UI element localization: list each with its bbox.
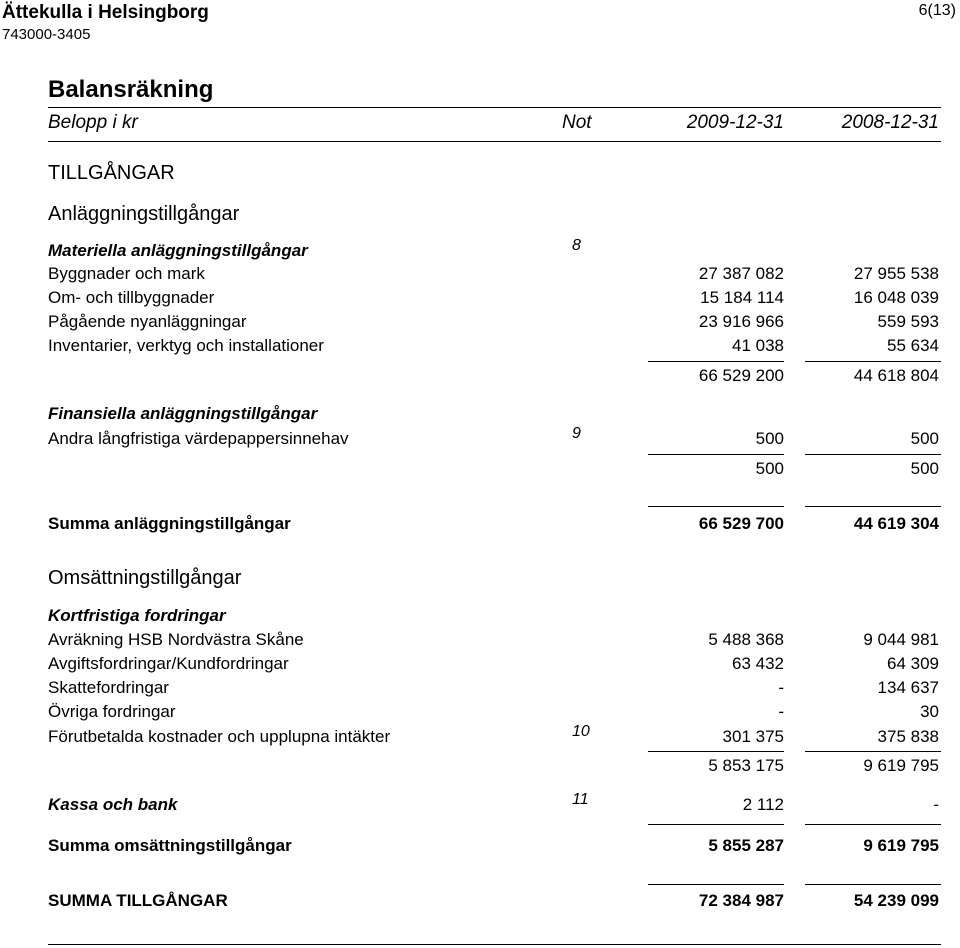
section-fixed-assets: Anläggningstillgångar	[48, 203, 240, 225]
table-row	[0, 264, 960, 288]
row-label: Pågående nyanläggningar	[48, 312, 247, 331]
sum-divider	[805, 824, 941, 825]
total-divider	[648, 884, 784, 885]
value-2008: 54 239 099	[853, 891, 939, 910]
value-2008: 559 593	[877, 312, 939, 331]
value-2009: 2 112	[742, 795, 784, 814]
cash-row	[0, 791, 960, 819]
section-assets: TILLGÅNGAR	[48, 162, 175, 184]
row-label: Andra långfristiga värdepappersinnehav	[48, 429, 349, 448]
value-2008: 9 044 981	[863, 630, 939, 649]
value-2009: 5 855 287	[708, 836, 784, 855]
note-ref: 8	[572, 237, 581, 254]
row-label: Avgiftsfordringar/Kundfordringar	[48, 654, 289, 673]
row-label: Summa omsättningstillgångar	[48, 836, 292, 855]
value-2008: 44 618 804	[853, 366, 939, 385]
value-2009: 15 184 114	[700, 288, 784, 307]
value-2008: 16 048 039	[853, 288, 939, 307]
table-row	[0, 312, 960, 336]
value-2009: 500	[755, 459, 784, 478]
row-label: Skattefordringar	[48, 678, 169, 697]
subtotal-row	[0, 756, 960, 780]
table-row	[0, 336, 960, 360]
value-2009: 5 853 175	[708, 756, 784, 775]
row-label: Övriga fordringar	[48, 702, 176, 721]
value-2009: 27 387 082	[698, 264, 784, 283]
row-label: Byggnader och mark	[48, 264, 205, 283]
value-2008: 500	[910, 429, 939, 448]
value-2009: 301 375	[722, 727, 784, 746]
table-row	[0, 654, 960, 678]
subtotal-divider	[648, 751, 784, 752]
value-2008: 500	[910, 459, 939, 478]
row-label: Avräkning HSB Nordvästra Skåne	[48, 630, 304, 649]
value-2009: 500	[755, 429, 784, 448]
note-ref: 11	[572, 791, 589, 808]
company-name: Ättekulla i Helsingborg	[2, 2, 209, 23]
org-number: 743000-3405	[2, 26, 91, 43]
section-current-assets: Omsättningstillgångar	[48, 567, 242, 589]
page-bottom-divider	[48, 944, 941, 945]
group-heading-label: Kortfristiga fordringar	[48, 606, 226, 625]
table-row	[0, 425, 960, 453]
value-2008: 30	[920, 702, 939, 721]
value-2009: -	[778, 702, 784, 721]
sum-current-assets-row	[0, 836, 960, 860]
group-heading-label: Materiella anläggningstillgångar	[48, 241, 308, 260]
sum-divider	[648, 824, 784, 825]
page-number: 6(13)	[918, 2, 956, 19]
value-2008: 9 619 795	[863, 836, 939, 855]
value-2008: 134 637	[877, 678, 939, 697]
subtotal-row	[0, 459, 960, 483]
row-label: Summa anläggningstillgångar	[48, 514, 291, 533]
amount-label: Belopp i kr	[48, 112, 138, 133]
value-2009: 5 488 368	[708, 630, 784, 649]
value-2009: 66 529 700	[698, 514, 784, 533]
row-label: Inventarier, verktyg och installationer	[48, 336, 324, 355]
subtotal-divider	[805, 454, 941, 455]
subtotal-divider	[648, 454, 784, 455]
group-heading-financial	[0, 404, 960, 428]
total-divider	[805, 884, 941, 885]
subtotal-divider	[805, 751, 941, 752]
row-label: SUMMA TILLGÅNGAR	[48, 891, 228, 910]
sum-divider	[648, 506, 784, 507]
value-2008: 55 634	[887, 336, 939, 355]
value-2009: 72 384 987	[698, 891, 784, 910]
title-divider	[48, 107, 941, 108]
year2-column-header: 2008-12-31	[841, 112, 939, 133]
table-row	[0, 723, 960, 751]
table-row	[0, 678, 960, 702]
note-ref: 10	[572, 723, 590, 740]
value-2008: 27 955 538	[853, 264, 939, 283]
value-2009: 23 916 966	[698, 312, 784, 331]
group-heading-label: Finansiella anläggningstillgångar	[48, 404, 318, 423]
row-label: Om- och tillbyggnader	[48, 288, 215, 307]
year1-column-header: 2009-12-31	[686, 112, 784, 133]
group-heading-receivables	[0, 606, 960, 630]
sum-divider	[805, 506, 941, 507]
value-2009: 41 038	[732, 336, 784, 355]
value-2009: 63 432	[732, 654, 784, 673]
value-2008: 375 838	[877, 727, 939, 746]
table-row	[0, 288, 960, 312]
value-2008: 9 619 795	[863, 756, 939, 775]
header-divider	[48, 141, 941, 142]
value-2008: -	[933, 795, 939, 814]
row-label: Kassa och bank	[48, 795, 178, 814]
subtotal-divider	[648, 361, 784, 362]
sum-total-assets-row	[0, 891, 960, 915]
note-column-header: Not	[562, 112, 592, 133]
value-2009: 66 529 200	[698, 366, 784, 385]
value-2009: -	[778, 678, 784, 697]
subtotal-divider	[805, 361, 941, 362]
row-label: Förutbetalda kostnader och upplupna intäkter	[48, 727, 391, 746]
note-ref: 9	[572, 425, 581, 442]
sum-fixed-assets-row	[0, 514, 960, 538]
table-row	[0, 702, 960, 726]
table-row	[0, 630, 960, 654]
page-title: Balansräkning	[48, 76, 214, 103]
value-2008: 44 619 304	[853, 514, 939, 533]
subtotal-row	[0, 366, 960, 390]
value-2008: 64 309	[887, 654, 939, 673]
group-heading-tangible	[0, 237, 960, 265]
